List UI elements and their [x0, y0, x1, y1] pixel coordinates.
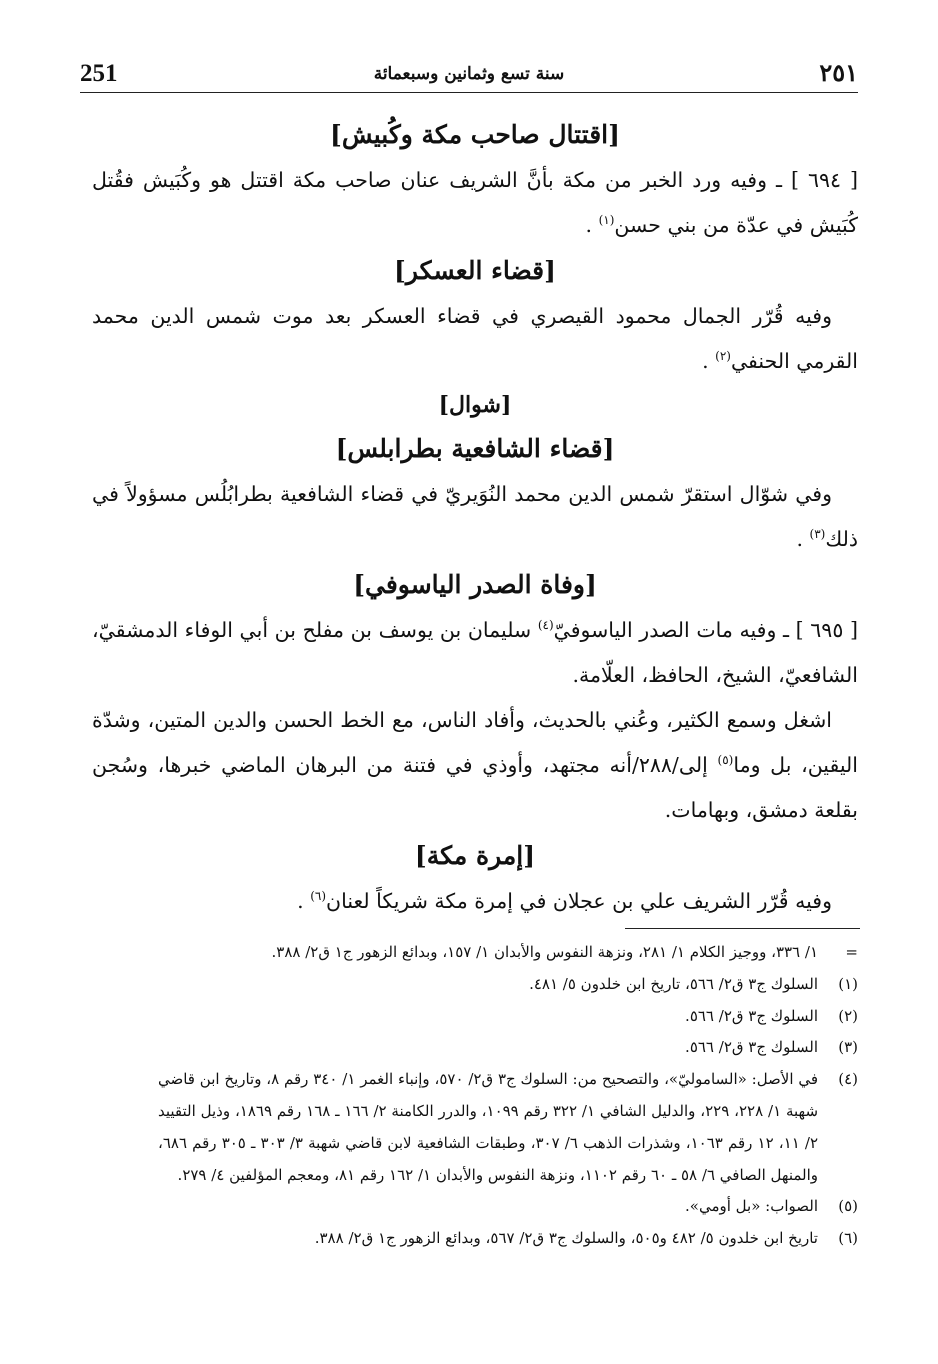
footnote-ref: (٦) — [310, 889, 327, 904]
footnote-number: (٣) — [838, 1038, 858, 1057]
main-text — [92, 112, 858, 924]
footnote-text: ١/ ٣٣٦، ووجيز الكلام ١/ ٢٨١، ونزهة النفوس والأبدان ١/ ١٥٧، وبدائع الزهور ج١ ق٢/ ٣٨٨. — [271, 943, 818, 961]
paragraph — [92, 698, 858, 833]
footnote-ref: (١) — [598, 213, 615, 228]
footnote-number: (٦) — [838, 1229, 858, 1248]
footnote-text: السلوك ج٣ ق٢/ ٥٦٦، تاريخ ابن خلدون ٥/ ٤٨١. — [529, 974, 818, 993]
paragraph — [92, 472, 858, 562]
paragraph — [92, 158, 858, 248]
paragraph-end: . — [297, 889, 304, 913]
footnote — [158, 1001, 858, 1033]
paragraph — [92, 879, 858, 924]
paragraph-text: [ ٦٩٥ ] ـ وفيه مات الصدر الياسوفيّ — [553, 618, 858, 642]
page-header — [80, 52, 858, 93]
footnote-text: الصواب: «بل أومي». — [685, 1197, 818, 1216]
footnote-ref: (٥) — [717, 753, 734, 768]
month-heading: [شوال] — [438, 392, 512, 418]
footnote-text: تاريخ ابن خلدون ٥/ ٤٨٢ و٥٠٥، والسلوك ج٣ ق٢/ ٥٦٧، وبدائع الزهور ج١ ق٢/ ٣٨٨. — [314, 1229, 818, 1248]
paragraph-text-cont: إلى/٢٨٨/أنه مجتهد، وأوذي في فتنة من البرهان الماضي خبرها، وسُجن بقلعة دمشق، وبهامات. — [92, 753, 858, 822]
section-heading: [وفاة الصدر الياسوفي] — [353, 570, 597, 599]
footnote-number: (٤) — [838, 1070, 858, 1089]
section-heading: [قضاء الشافعية بطرابلس] — [335, 434, 615, 463]
footnotes — [158, 937, 858, 1255]
footnote-text: في الأصل: «الساموليّ»، والتصحيح من: السلوك ج٣ ق٢/ ٥٧٠، وإنباء الغمر ١/ ٣٤٠ رقم ٨، وتاريخ ابن قاضي شهبة ١/ ٢٢٨، ٢٢٩، والدليل الشافي ١/ ٣٢٢ رقم ١٠٩٩، والدرر الكامنة ٢/ ١٦٦ ـ ١٦٨ رقم ١٨٦٩، وذيل التقييد ٢/ ١١، ١٢ رقم ١٠٦٣، وشذرات الذهب ٦/ ٣٠٧، وطبقات الشافعية لابن قاضي شهبة ٣/ ٣٠٣ ـ ٣٠٥ رقم ٦٨٦، والمنهل الصافي ٦/ ٥٨ ـ ٦٠ رقم ١١٠٢، ونزهة النفوس والأبدان ١/ ١٦٢ رقم ٨١، ومعجم المؤلفين ٤/ ٢٧٩. — [158, 1070, 819, 1184]
footnote-continued — [158, 937, 858, 969]
footnote-number: (٢) — [838, 1006, 858, 1025]
footnote-continued-mark: = — [845, 943, 858, 961]
footnote — [158, 1064, 858, 1191]
page-number-arabic: ٢٥١ — [819, 58, 858, 87]
footnote-number: (١) — [838, 974, 858, 993]
footnote-ref: (٢) — [715, 349, 731, 364]
footnote-separator — [625, 928, 860, 929]
footnote-text: السلوك ج٣ ق٢/ ٥٦٦. — [685, 1006, 818, 1025]
paragraph — [92, 608, 858, 698]
paragraph-text: وفي شوّال استقرّ شمس الدين محمد النُوَيريّ في قضاء الشافعية بطرابُلُس مسؤولاً في ذلك — [92, 482, 858, 551]
paragraph-text: وفيه قُرّر الشريف علي بن عجلان في إمرة مكة شريكاً لعنان — [326, 889, 832, 913]
paragraph-text: اشغل وسمع الكثير، وعُني بالحديث، وأفاد الناس، مع الخط الحسن والدين المتين، وشدّة اليقين، بل وما — [92, 708, 858, 777]
paragraph-text-cont: سليمان بن يوسف بن مفلح بن أبي الوفاء الدمشقيّ، الشافعيّ، الشيخ، الحافظ، العلّامة. — [92, 618, 858, 687]
section-heading: [اقتتال صاحب مكة وكُبيش] — [330, 120, 620, 149]
section-heading: [إمرة مكة] — [414, 841, 536, 870]
paragraph-text: [ ٦٩٤ ] ـ وفيه ورد الخبر من مكة بأنَّ الشريف عنان صاحب مكة اقتتل هو وكُبَيش فقُتل كُبَيش في عدّة من بني حسن — [92, 168, 859, 237]
footnote — [158, 1032, 858, 1064]
paragraph-text: وفيه قُرّر الجمال محمود القيصري في قضاء العسكر بعد موت شمس الدين محمد القرمي الحنفي — [92, 304, 858, 373]
paragraph-end: . — [796, 527, 803, 551]
footnote — [158, 1223, 858, 1255]
running-title: سنة تسع وثمانين وسبعمائة — [373, 64, 565, 84]
footnote-number: (٥) — [838, 1197, 858, 1216]
footnote — [158, 1191, 858, 1223]
paragraph — [92, 294, 858, 384]
page-number-latin: 251 — [80, 60, 118, 87]
footnote — [158, 969, 858, 1001]
footnote-ref: (٣) — [809, 527, 826, 542]
footnote-ref: (٤) — [537, 618, 554, 633]
paragraph-end: . — [702, 349, 709, 373]
section-heading: [قضاء العسكر] — [394, 256, 556, 285]
paragraph-end: . — [585, 213, 593, 237]
footnote-text: السلوك ج٣ ق٢/ ٥٦٦. — [685, 1038, 818, 1057]
